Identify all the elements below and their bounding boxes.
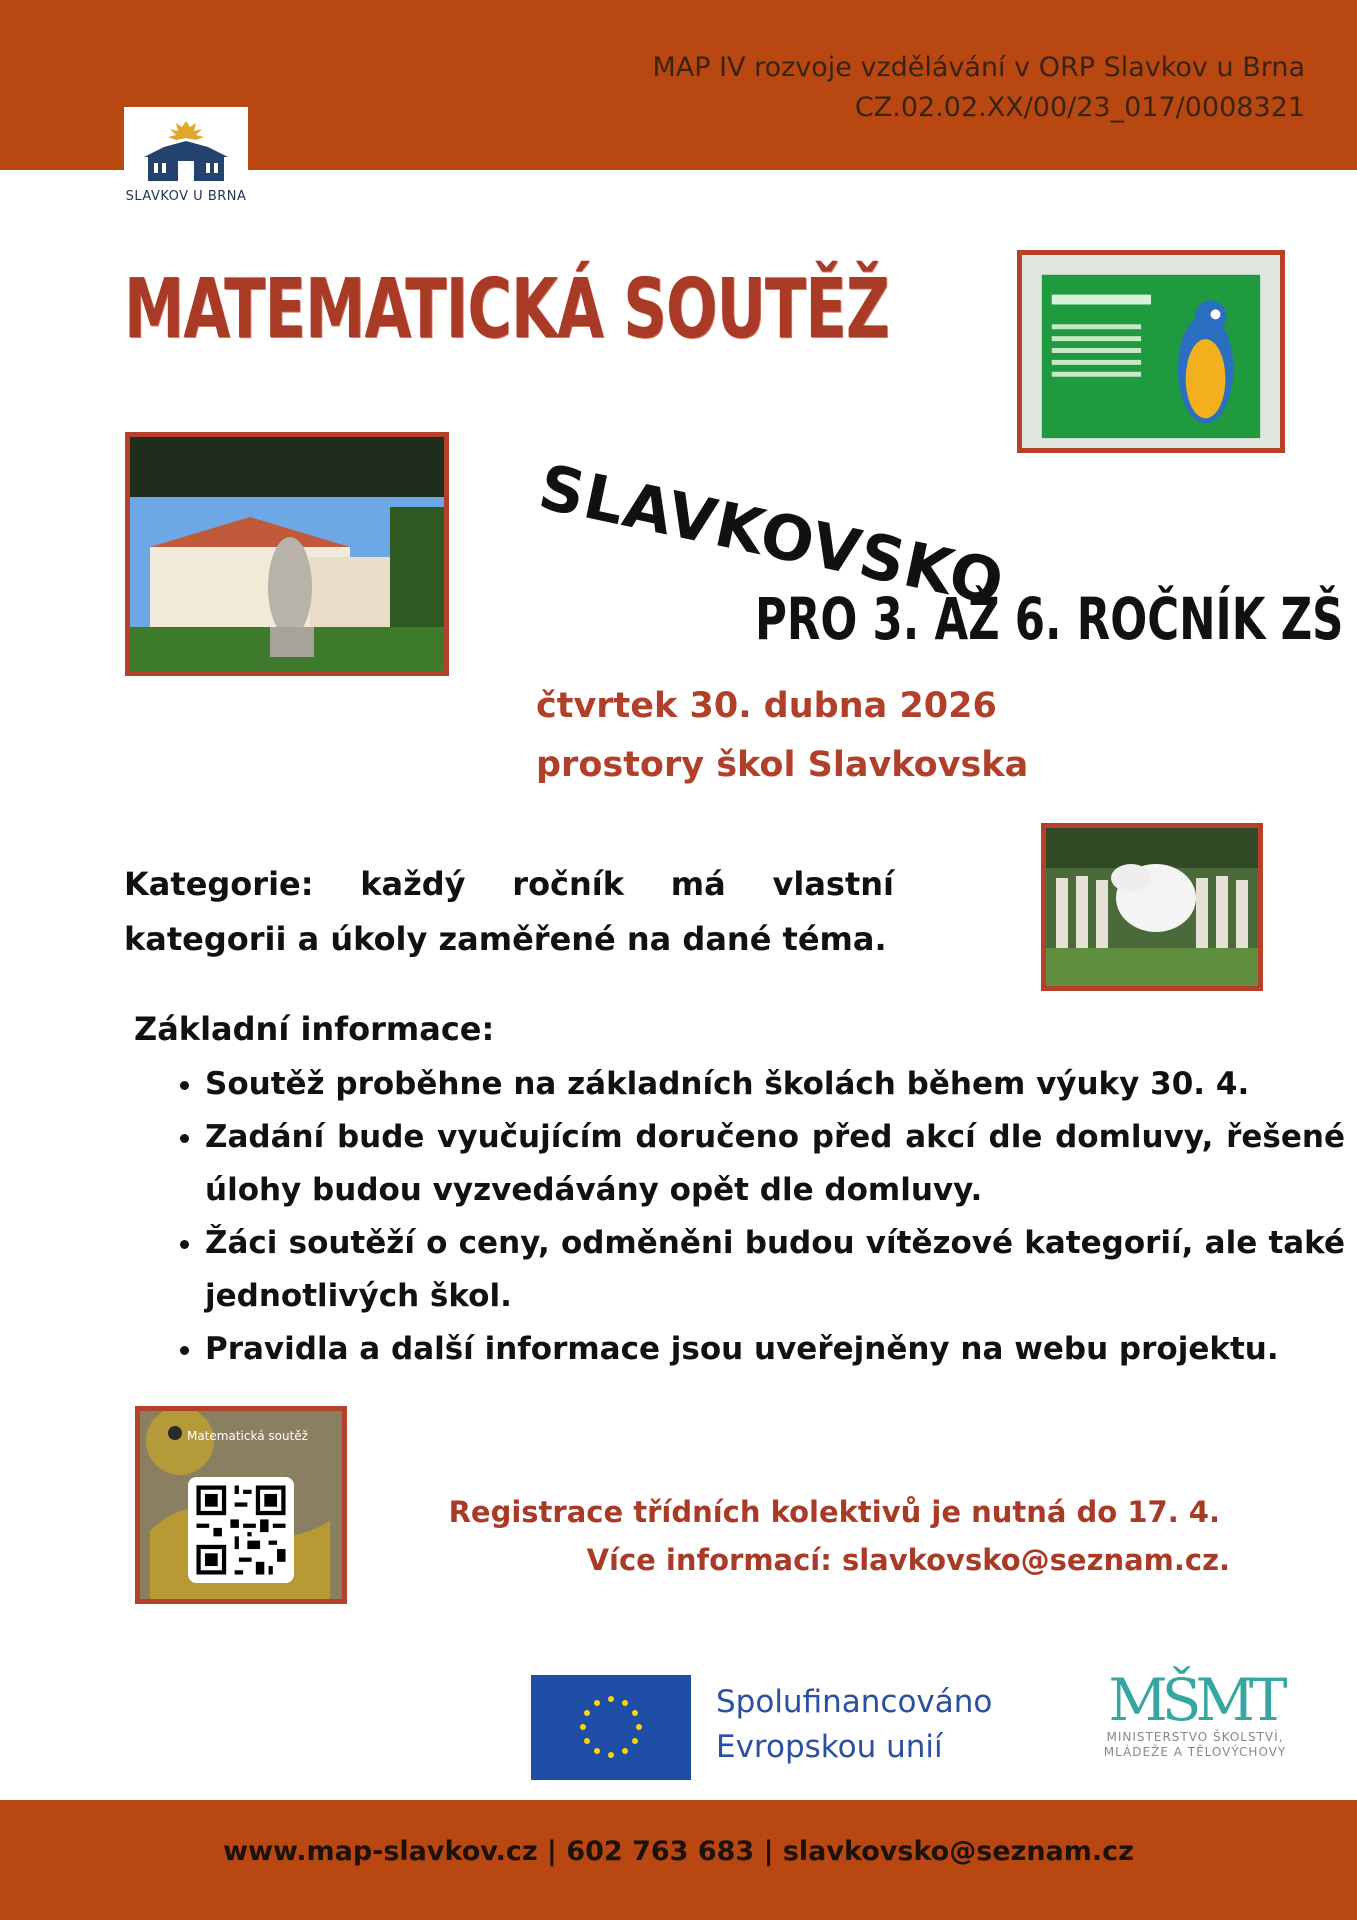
event-date: čtvrtek 30. dubna 2026 [536,686,997,726]
eu-flag-icon [531,1675,691,1780]
category-description: Kategorie: každý ročník má vlastní kategorii a úkoly zaměřené na dané téma. [124,865,894,958]
list-item: • Žáci soutěží o ceny, odměněni budou vítězové kategorií, ale také jednotlivých škol. [205,1217,1345,1323]
parrot-image [1022,255,1280,448]
parrot-photo [1017,250,1285,453]
project-header [652,48,1305,128]
event-place: prostory škol Slavkovska [536,745,1029,785]
grade-range: PRO 3. AŽ 6. ROČNÍK ZŠ [755,585,1344,653]
list-item: • Zadání bude vyučujícím doručeno před akcí dle domluvy, řešené úlohy budou vyzvedávány opět dle domluvy. [205,1111,1345,1217]
castle-eagle-icon [134,117,238,187]
reenactment-image [1046,828,1258,986]
more-info-contact[interactable]: Více informací: slavkovsko@seznam.cz. [586,1543,1230,1577]
logo-text: SLAVKOV U BRNA [125,189,247,204]
eu-cofunding-text [716,1680,992,1770]
msmt-name [1080,1730,1310,1760]
project-name: MAP IV rozvoje vzdělávání v ORP Slavkov u Brna [652,52,1305,83]
list-item: • Soutěž proběhne na základních školách během výuky 30. 4. [205,1058,1345,1111]
project-code: CZ.02.02.XX/00/23_017/0008321 [854,92,1305,123]
eu-text-line: Evropskou unií [716,1729,943,1765]
page-title: MATEMATICKÁ SOUTĚŽ [124,262,889,357]
eu-text-line: Spolufinancováno [716,1684,993,1720]
info-heading: Základní informace: [134,1010,495,1048]
castle-image [130,437,444,671]
list-item: • Pravidla a další informace jsou uveřejněny na webu projektu. [205,1323,1345,1376]
msmt-logo [1080,1666,1310,1760]
slavkov-logo [124,107,248,227]
qr-code-card[interactable] [135,1406,347,1604]
qr-code-icon[interactable] [188,1477,294,1583]
info-list [165,1058,1345,1376]
msmt-name-line: MINISTERSTVO ŠKOLSTVÍ, [1106,1730,1284,1744]
msmt-name-line: MLÁDEŽE A TĚLOVÝCHOVY [1103,1745,1287,1759]
qr-label: Matematická soutěž [187,1429,308,1443]
registration-deadline: Registrace třídních kolektivů je nutná do 17. 4. [448,1495,1220,1529]
castle-photo [125,432,449,676]
msmt-mark-icon: MŠMT [1108,1666,1282,1734]
eu-stars-icon [531,1675,691,1780]
event-name: SLAVKOVSKO [532,450,1011,620]
footer-contacts[interactable]: www.map-slavkov.cz | 602 763 683 | slavkovsko@seznam.cz [223,1836,1134,1867]
reenactment-photo [1041,823,1263,991]
